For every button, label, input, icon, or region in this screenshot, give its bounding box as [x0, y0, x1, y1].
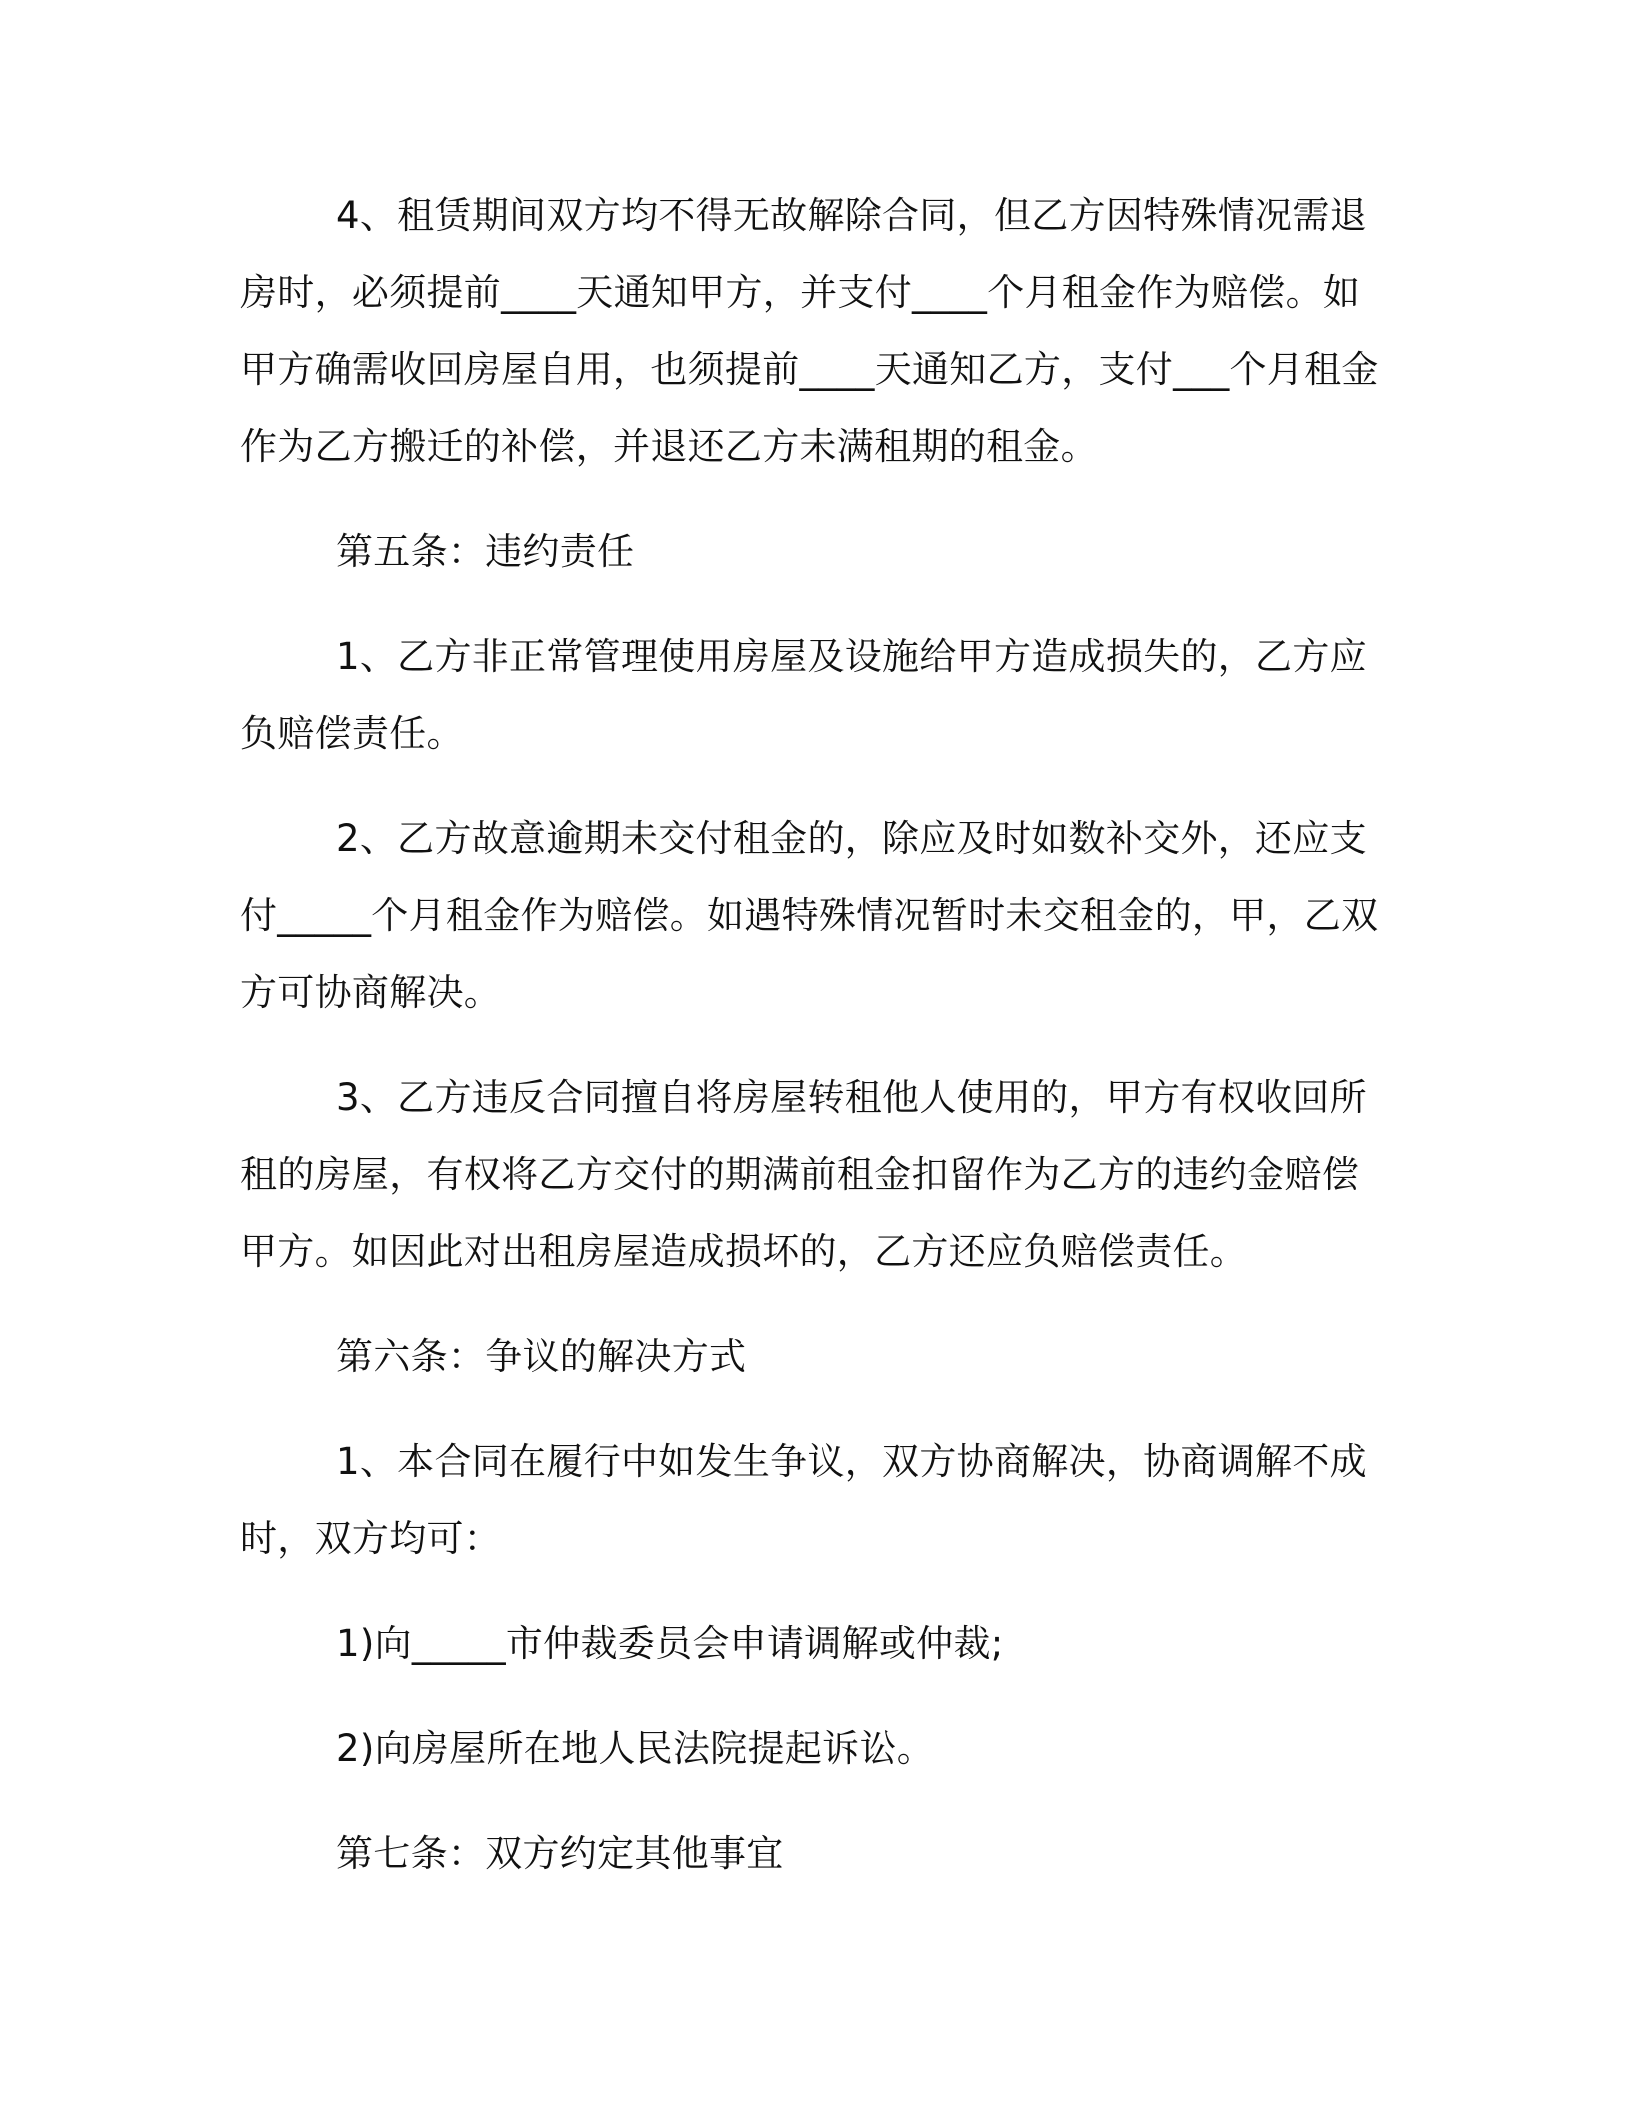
- article-6-item-1: 1、本合同在履行中如发生争议，双方协商解决，协商调解不成时，双方均可：: [240, 1440, 1367, 1560]
- article-5-item-1: 1、乙方非正常管理使用房屋及设施给甲方造成损失的，乙方应负赔偿责任。: [240, 635, 1367, 755]
- article-7-heading: 第七条：双方约定其他事宜: [336, 1832, 784, 1875]
- article-5-heading: 第五条：违约责任: [336, 530, 635, 573]
- clause-4-early-termination: 4、租赁期间双方均不得无故解除合同，但乙方因特殊情况需退房时，必须提前____天通知甲方，并支付____个月租金作为赔偿。如甲方确需收回房屋自用，也须提前____天通知乙方，支付___个月租金作为乙方搬迁的补偿，并退还乙方未满租期的租金。: [240, 194, 1379, 468]
- article-6-option-2: 2)向房屋所在地人民法院提起诉讼。: [336, 1727, 935, 1770]
- article-5-item-3: 3、乙方违反合同擅自将房屋转租他人使用的，甲方有权收回所租的房屋，有权将乙方交付的期满前租金扣留作为乙方的违约金赔偿甲方。如因此对出租房屋造成损坏的，乙方还应负赔偿责任。: [240, 1076, 1367, 1273]
- article-6-heading: 第六条：争议的解决方式: [336, 1335, 747, 1378]
- article-6-option-1: 1)向_____市仲裁委员会申请调解或仲裁;: [336, 1622, 1004, 1665]
- document-body: [240, 177, 1390, 1892]
- article-5-item-2: 2、乙方故意逾期未交付租金的，除应及时如数补交外，还应支付_____个月租金作为赔偿。如遇特殊情况暂时未交租金的，甲，乙双方可协商解决。: [240, 817, 1379, 1014]
